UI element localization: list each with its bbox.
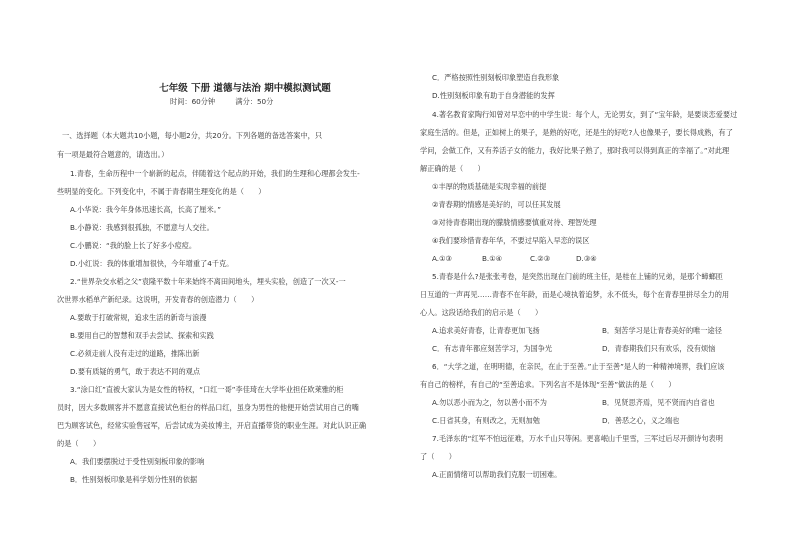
q5-stem-cont-1: 日互道的一声再见……青春不在年龄，而是心境执着追梦，永不低头，每个在青春里拼尽全力的用 <box>420 290 730 299</box>
q3-option-c: C．严格按照性别刻板印象塑造自我形象 <box>432 73 560 82</box>
q7-option-a: A.正面情绪可以帮助我们克服一切困难。 <box>432 470 562 479</box>
q4-stem-cont-2: 学问，会做工作，又有养活子女的能力，我好比果子熟了，那时我可以得到真正的幸福了。”对此理 <box>420 146 730 155</box>
q5-options-row-1 <box>432 326 722 335</box>
q3-stem-cont-1: 员时，因大多数顾客并不愿意直接试色柜台的样品口红，虽身为男性的他便开始尝试用自己的嘴 <box>57 403 359 412</box>
q1-option-b: B.小静说：我感到很孤独，不愿意与人交往。 <box>70 223 214 232</box>
q4-statement-1: ①丰厚的物质基础是实现幸福的前提 <box>432 182 547 191</box>
q1-stem: 1.青春，生命历程中一个崭新的起点，伴随着这个起点的开始，我们的生理和心理都会发生- <box>70 169 360 178</box>
section-heading: 一、选择题（本大题共10小题，每小题2分，共20分。下列各题的备选答案中，只 <box>62 131 323 140</box>
q4-statement-4: ④我们要珍惜青春年华，不要过早陷入早恋的误区 <box>432 236 590 245</box>
q1-option-d: D.小红说：我的体重增加很快，今年增重了4千克。 <box>70 259 234 268</box>
q6-stem-cont: 有自己的榜样，有自己的“至善追求。下列名言不是体现“至善”做法的是（ ） <box>420 380 676 389</box>
q1-option-a: A.小华说：我今年身体迅速长高，长高了厘米。” <box>70 205 221 214</box>
q3-stem-cont-2: 巴为顾客试色，经常实验售冠军，后尝试成为美妆博主，开启直播带货的职业生涯。对此认识正确 <box>57 421 367 430</box>
q5-option-d: D．青春期我们只有欢乐，没有烦恼 <box>602 344 716 353</box>
q4-stem: 4.著名教育家陶行知曾对早恋中的中学生说：每个人，无论男女，到了“宝年龄，是要谈恋爱要过 <box>432 110 738 119</box>
q3-option-b: B．性别刻板印象是科学划分性别的依据 <box>70 475 198 484</box>
q7-stem: 7.毛泽东的“红军不怕远征难，万水千山只等闲。更喜岷山千里雪，三军过后尽开颜诗句表明 <box>432 434 723 443</box>
q5-stem-cont-2: 心人。这段话给我们的启示是（ ） <box>420 308 543 317</box>
q6-option-d: D．善恶之心，义之端也 <box>602 416 680 425</box>
q4-statement-3: ③对待青春期出现的朦胧情感要慎重对待、理智处理 <box>432 218 597 227</box>
q4-stem-cont-3: 解正确的是（ ） <box>420 164 485 173</box>
q4-statement-2: ②青春期的情感是美好的，可以任其发展 <box>432 200 561 209</box>
q3-option-d: D.性别刻板印象有助于自身潜能的发挥 <box>432 91 555 100</box>
q5-option-a: A.追求美好青春，让青春更加飞扬 <box>432 326 540 335</box>
q3-stem: 3.“涂口红”直被大家认为是女性的特权，“口红一哥”李佳琦在大学毕业担任欧莱雅的柜 <box>70 385 344 394</box>
q6-option-a: A.勿以恶小而为之，勿以善小而不为 <box>432 398 547 407</box>
q5-options-row-2 <box>432 344 715 353</box>
q4-stem-cont-1: 家庭生活的。但是，正如树上的果子，是熟的好吃，还是生的好吃?人也像果子，要长得成熟，有了 <box>420 128 733 137</box>
q1-option-c: C.小鹏说：“我的脸上长了好多小痘痘。 <box>70 241 197 250</box>
q2-option-a: A.要敢于打破常规，追求生活的新奇与浪漫 <box>70 313 207 322</box>
q2-option-c: C.必须走前人没有走过的道路，推陈出新 <box>70 349 200 358</box>
q3-stem-cont-3: 的是（ ） <box>57 439 101 448</box>
q6-option-c: C.日省其身，有则改之，无则加勉 <box>432 416 540 425</box>
q2-stem: 2.“世界杂交水稻之父”袁隆平数十年来始终不离田间地头，埋头实验，创造了一次又-一 <box>70 277 346 286</box>
q2-stem-cont: 次世界水稻单产新纪录。这说明，开发青春的创造潜力（ ） <box>57 295 259 304</box>
q6-options-row-2 <box>432 416 679 425</box>
q6-option-b: B．见贤思齐焉，见不贤而内自省也 <box>602 398 715 407</box>
q7-stem-cont: 了（ ） <box>420 452 456 461</box>
q6-stem: 6．“大学之道，在明明德，在亲民，在止于至善。”止于至善”是人的一种精神境界，我们应该 <box>432 362 725 371</box>
q6-options-row-1 <box>432 398 715 407</box>
q4-option-b: B.①④ <box>482 254 503 263</box>
q1-stem-cont: 些明显的变化。下列变化中，不属于青春期生理变化的是（ ） <box>57 187 266 196</box>
exam-score: 满分：50分 <box>235 97 274 106</box>
q2-option-b: B.要用自己的智慧和双手去尝试、探索和实践 <box>70 331 214 340</box>
q5-option-c: C．有志青年都应刻苦学习，为国争光 <box>432 344 553 353</box>
q2-option-d: D.要有质疑的勇气，敢于表达不同的观点 <box>70 367 201 376</box>
section-heading-cont: 有一项是最符合题意的，请选出。） <box>57 150 169 159</box>
q3-option-a: A．我们要摆脱过于受性别刻板印象的影响 <box>70 457 205 466</box>
exam-time: 时间：60分钟 <box>170 97 216 106</box>
exam-title: 七年级 下册 道德与法治 期中模拟测试题 <box>159 83 331 94</box>
q5-stem: 5.青春是什么?是张张考卷，是突然出现在门前的班主任，是桂在上铺的兄弟，是那个蟑螂匝 <box>432 272 723 281</box>
q4-option-c: C.②③ <box>530 254 551 263</box>
q4-option-d: D.③④ <box>576 254 597 263</box>
q4-options <box>432 254 597 263</box>
q5-option-b: B．刻苦学习是让青春美好的唯一途径 <box>602 326 722 335</box>
q4-option-a: A.①③ <box>432 254 452 263</box>
exam-meta <box>170 97 291 107</box>
